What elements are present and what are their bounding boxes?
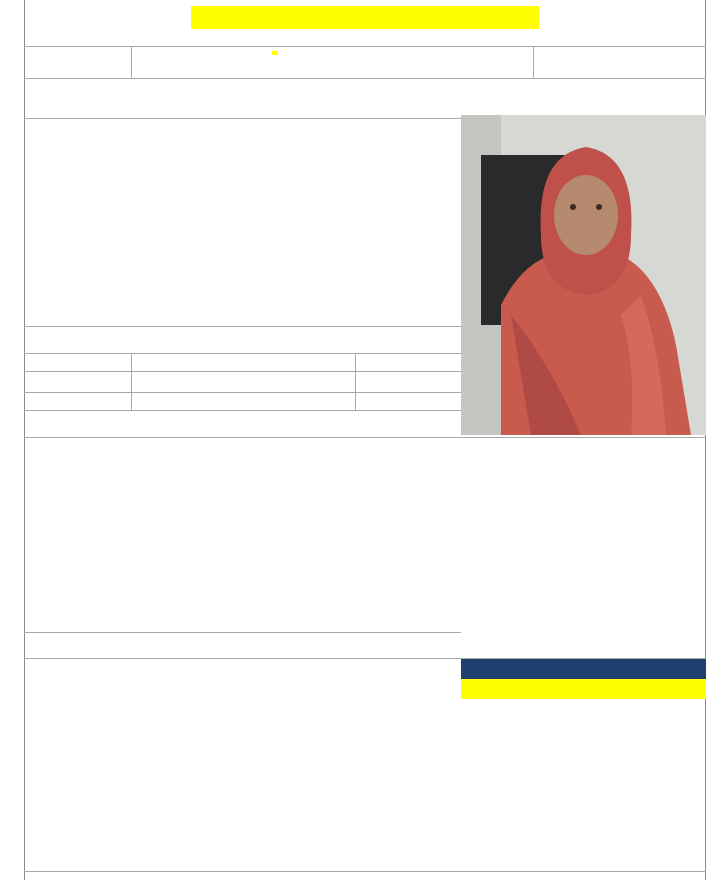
previous-employment-heading <box>68 331 74 345</box>
passport-heading <box>122 122 126 136</box>
personal-heading <box>103 416 115 430</box>
applicant-photo <box>461 115 706 435</box>
language-heading <box>90 229 94 243</box>
yellow-band <box>461 679 706 699</box>
skills-heading <box>110 639 116 653</box>
blue-band <box>461 659 706 679</box>
full-name-value <box>272 51 278 55</box>
